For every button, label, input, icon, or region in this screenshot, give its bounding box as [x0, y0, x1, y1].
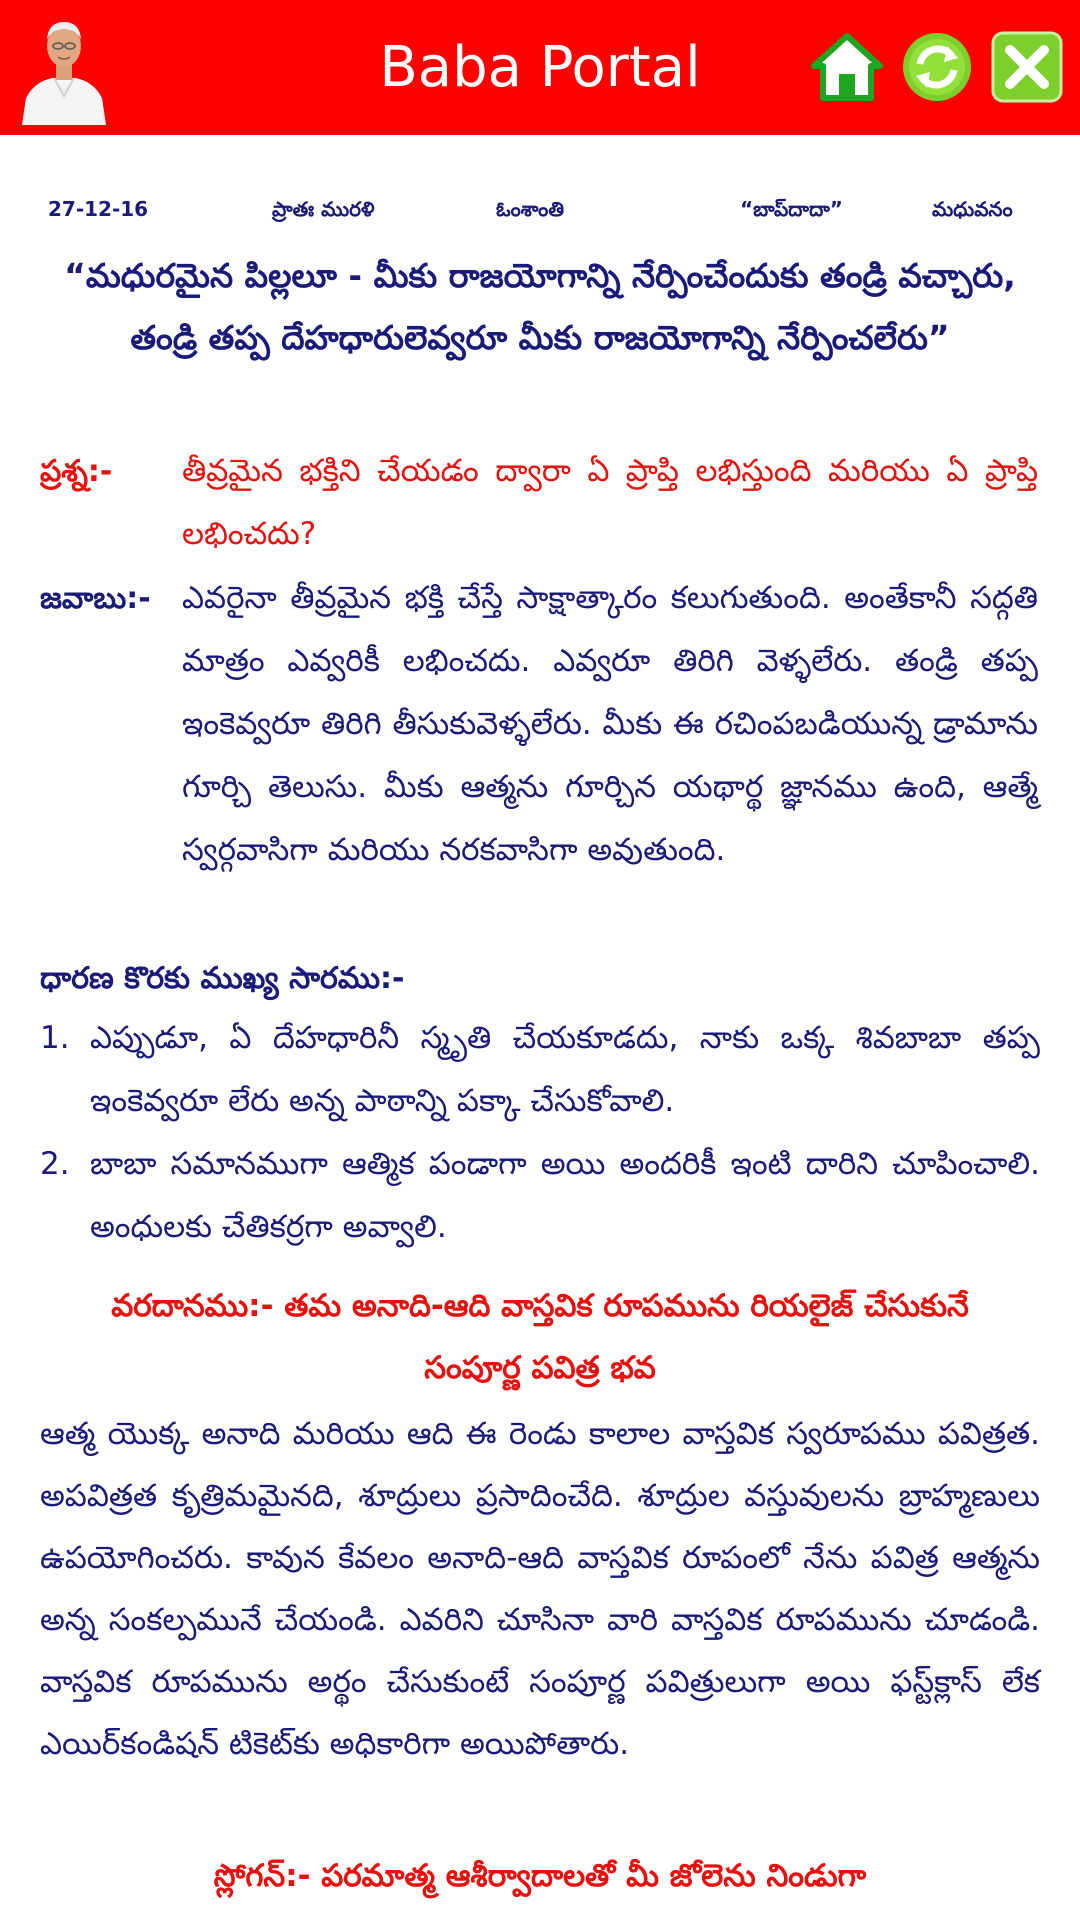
point-number: 1. [40, 1020, 70, 1056]
point-text: బాబా సమానముగా ఆత్మిక పండాగా అయి అందరికీ ఇంటి దారిని చూపించాలి. అంధులకు చేతికర్రగా అవ్వాలి. [90, 1146, 1040, 1245]
app-header [0, 0, 1080, 135]
bapdada-label: “బాప్‌దాదా” [740, 197, 843, 221]
home-icon [810, 30, 884, 104]
omshanti-label: ఓంశాంతి [496, 197, 564, 221]
murli-header-row [0, 197, 1080, 227]
question-label: ప్రశ్న:- [40, 454, 113, 489]
varadan-title: వరదానము:- తమ అనాది-ఆది వాస్తవిక రూపమును రియలైజ్ చేసుకునే సంపూర్ణ పవిత్ర భవ [111, 1288, 969, 1386]
slogan: స్లోగన్:- పరమాత్మ ఆశీర్వాదాలతో మీ జోలెను నిండుగా [213, 1858, 867, 1894]
close-button[interactable] [990, 30, 1064, 104]
refresh-icon [900, 30, 974, 104]
question-text: తీవ్రమైన భక్తిని చేయడం ద్వారా ఏ ప్రాప్తి లభిస్తుంది మరియు ఏ ప్రాప్తి లభించదు? [182, 453, 1038, 552]
close-icon [990, 30, 1064, 104]
murli-title: “మధురమైన పిల్లలూ - మీకు రాజయోగాన్ని నేర్పించేందుకు తండ్రి వచ్చారు, తండ్రి తప్ప దేహధారులెవ్వరూ మీకు రాజయోగాన్ని నేర్పించలేరు” [64, 256, 1016, 357]
point-number: 2. [40, 1146, 70, 1182]
list-item [40, 1007, 1040, 1133]
dharna-points [40, 1007, 1040, 1259]
murli-type: ప్రాతః మురళి [272, 197, 375, 221]
point-text: ఎప్పుడూ, ఏ దేహధారినీ స్మృతి చేయకూడదు, నాకు ఒక్క శివబాబా తప్ప ఇంకెవ్వరూ లేరు అన్న పాఠాన్ని పక్కా చేసుకోవాలి. [90, 1020, 1040, 1119]
baba-avatar [14, 10, 114, 125]
list-item [40, 1133, 1040, 1259]
answer-label: జవాబు:- [40, 581, 151, 616]
varadan-body: ఆత్మ యొక్క అనాది మరియు ఆది ఈ రెండు కాలాల వాస్తవిక స్వరూపము పవిత్రత. అపవిత్రత కృత్రిమమైనది, శూద్రులు ప్రసాదించేది. శూద్రుల వస్తువులను బ్రాహ్మణులు ఉపయోగించరు. కావున కేవలం అనాది-ఆది వాస్తవిక రూపంలో నేను పవిత్ర ఆత్మను అన్న సంకల్పమునే చేయండి. ఎవరిని చూసినా వారి వాస్తవిక రూపమును చూడండి. వాస్తవిక రూపమును అర్థం చేసుకుంటే సంపూర్ణ పవిత్రులుగా అయి ఫస్ట్‌క్లాస్ లేక ఎయిర్‌కండిషన్ టికెట్‌కు అధికారిగా అయిపోతారు. [40, 1416, 1040, 1762]
home-button[interactable] [810, 30, 884, 104]
refresh-button[interactable] [900, 30, 974, 104]
murli-content [0, 135, 1080, 1920]
dharna-heading: ధారణ కొరకు ముఖ్య సారము:- [40, 961, 405, 996]
app-title: Baba Portal [379, 35, 701, 100]
murli-date: 27-12-16 [48, 197, 149, 221]
answer-text: ఎవరైనా తీవ్రమైన భక్తి చేస్తే సాక్షాత్కారం కలుగుతుంది. అంతేకానీ సద్గతి మాత్రం ఎవ్వరికీ లభించదు. ఎవ్వరూ తిరిగి వెళ్ళలేరు. తండ్రి తప్ప ఇంకెవ్వరూ తిరిగి తీసుకువెళ్ళలేరు. మీకు ఈ రచింపబడియున్న డ్రామాను గూర్చి తెలుసు. మీకు ఆత్మను గూర్చిన యథార్థ జ్ఞానము ఉంది, ఆత్మే స్వర్గవాసిగా మరియు నరకవాసిగా అవుతుంది. [182, 580, 1038, 868]
place-label: మధువనం [932, 197, 1013, 221]
